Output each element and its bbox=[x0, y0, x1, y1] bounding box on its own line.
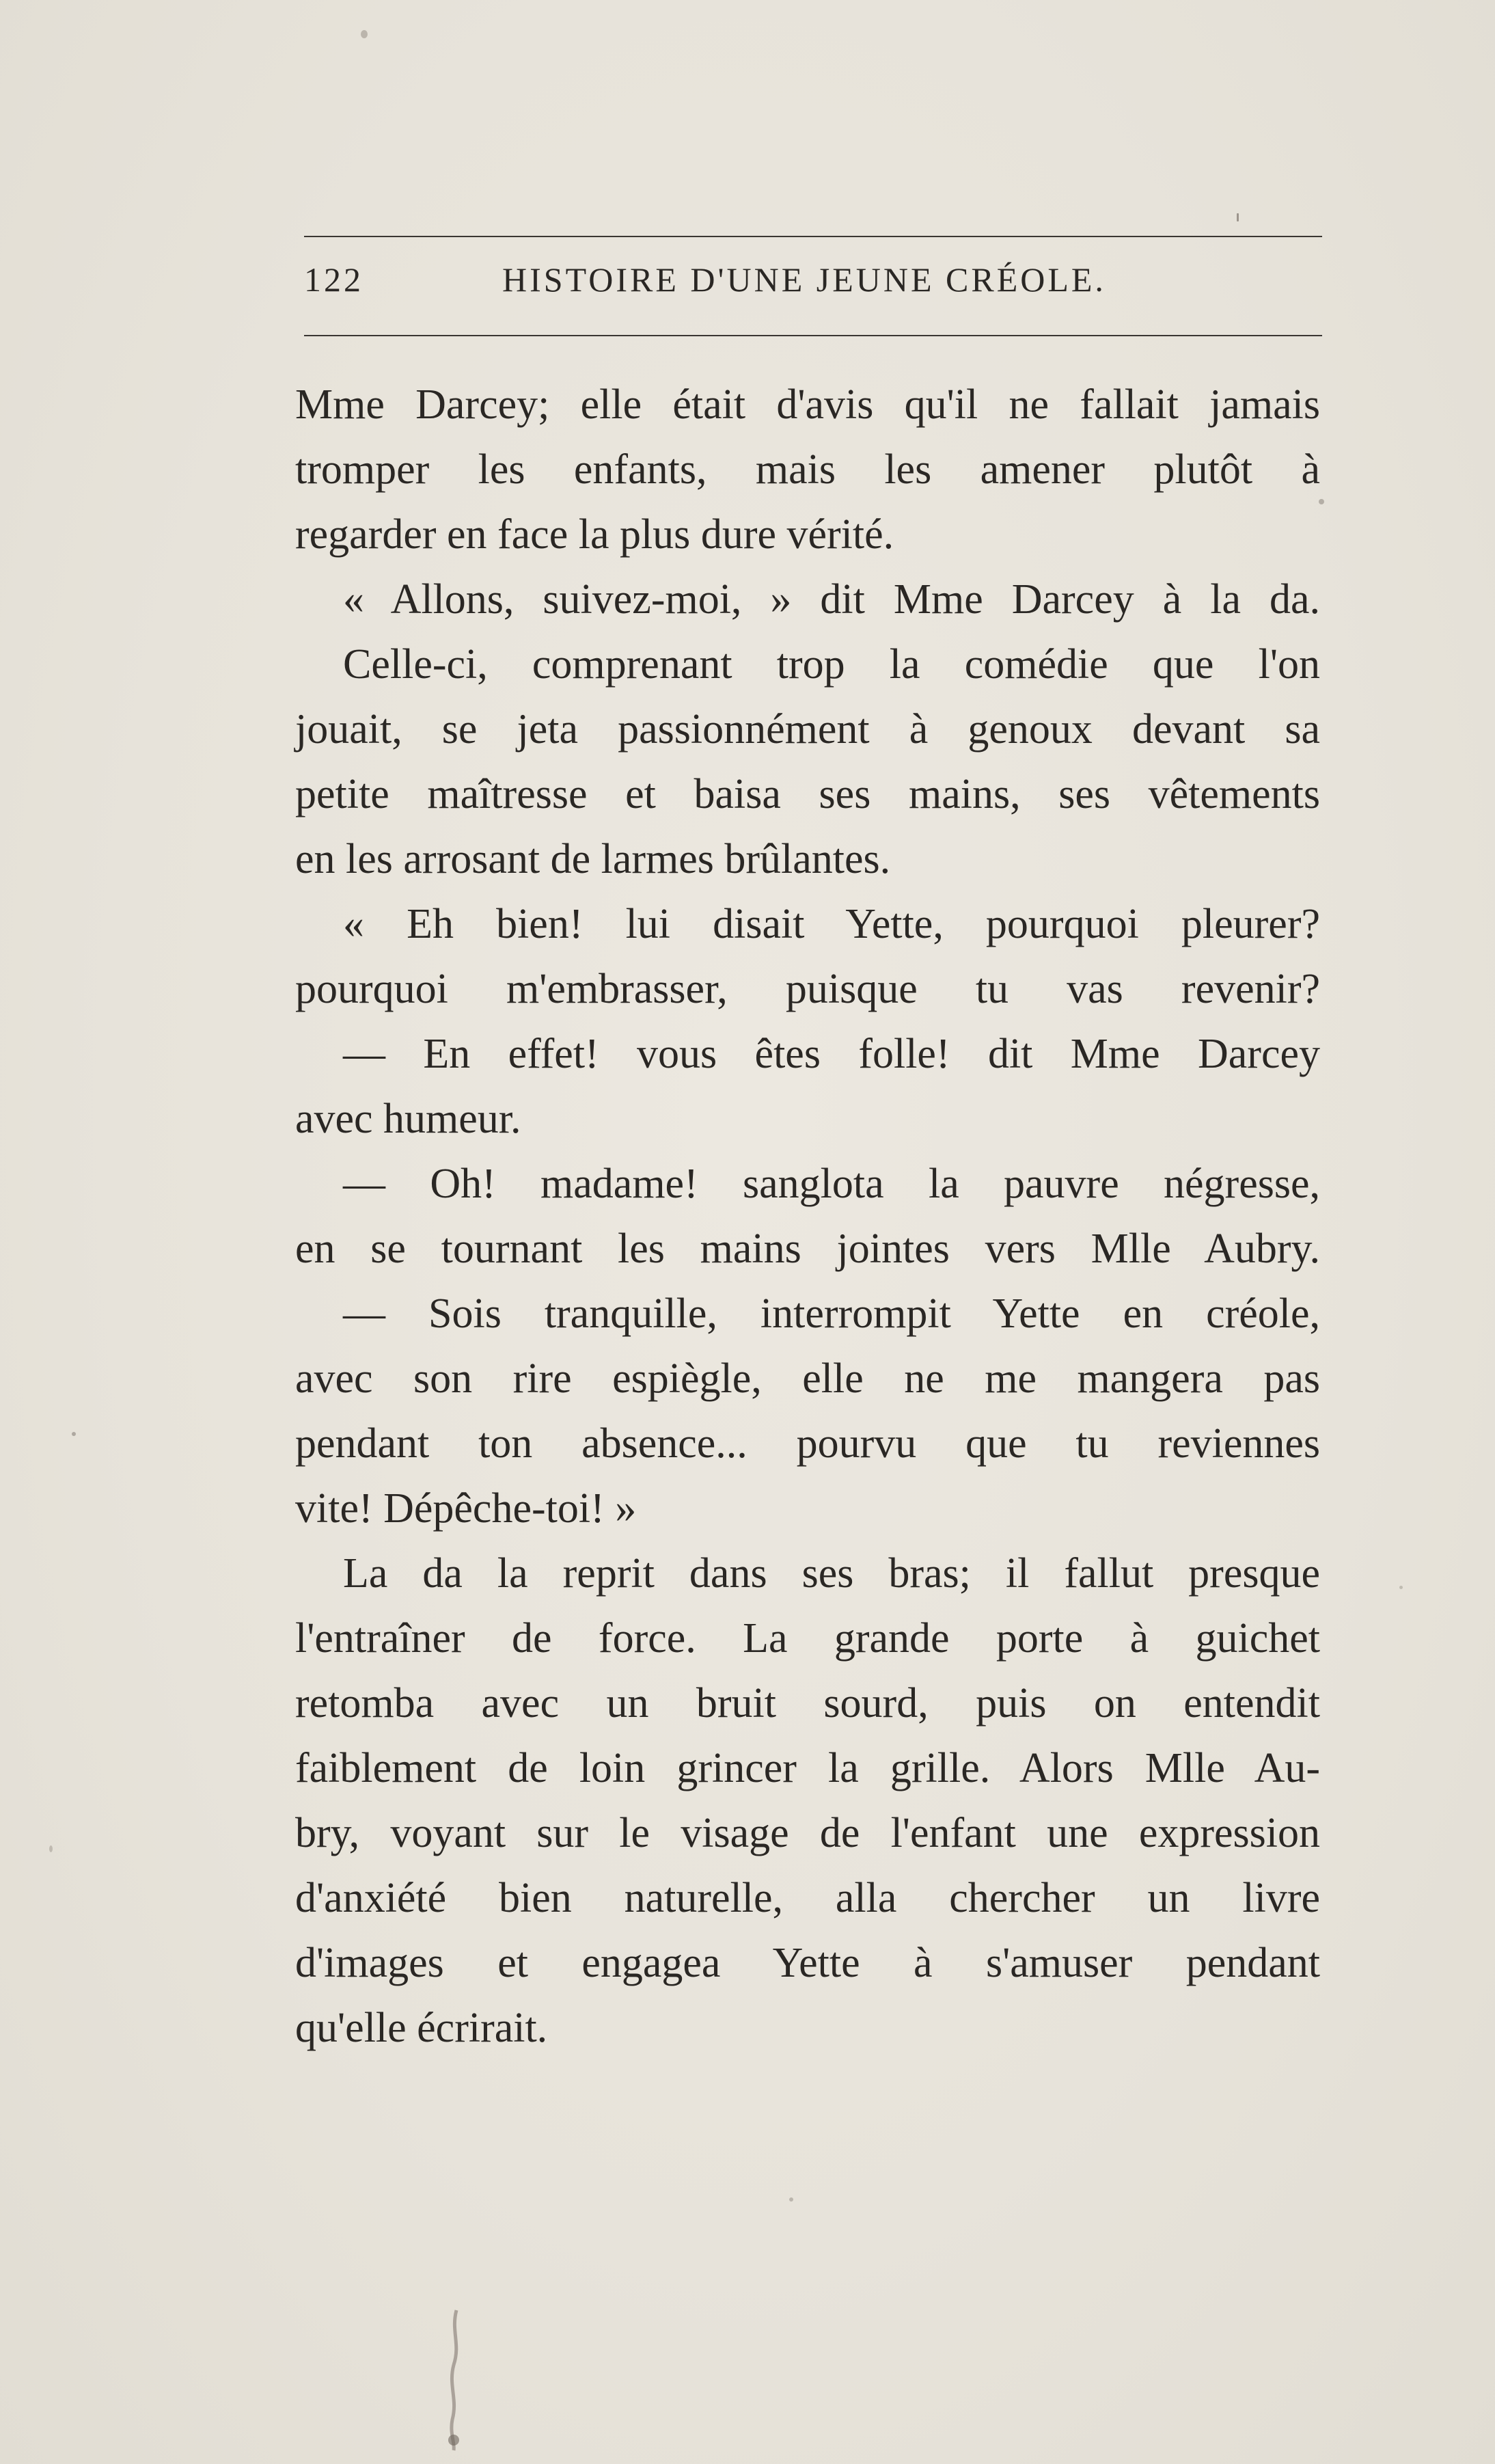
text-line: avec humeur. bbox=[295, 1096, 521, 1142]
text-line: La da la reprit dans ses bras; il fallut presque bbox=[343, 1550, 1320, 1597]
paper-speck bbox=[1237, 213, 1239, 221]
text-line: tromper les enfants, mais les amener plutôt à bbox=[295, 446, 1320, 493]
text-line: petite maîtresse et baisa ses mains, ses vêtements bbox=[295, 771, 1320, 817]
text-line: bry, voyant sur le visage de l'enfant une expression bbox=[295, 1810, 1320, 1856]
text-line: vite! Dépêche-toi! » bbox=[295, 1485, 637, 1532]
body-text bbox=[295, 373, 1320, 2061]
text-line: qu'elle écrirait. bbox=[295, 2005, 548, 2051]
header-bottom-rule bbox=[304, 335, 1322, 336]
page-number: 122 bbox=[304, 260, 364, 299]
header-top-rule bbox=[304, 236, 1322, 237]
paper-speck bbox=[789, 2197, 793, 2202]
text-line: Celle-ci, comprenant trop la comédie que l'on bbox=[343, 641, 1320, 688]
text-line: Mme Darcey; elle était d'avis qu'il ne fallait jamais bbox=[295, 381, 1320, 428]
text-line: retomba avec un bruit sourd, puis on entendit bbox=[295, 1680, 1320, 1727]
paper-speck bbox=[1399, 1586, 1403, 1589]
text-line: en se tournant les mains jointes vers Mlle Aubry. bbox=[295, 1226, 1320, 1272]
running-header bbox=[304, 260, 1322, 308]
text-line: « Eh bien! lui disait Yette, pourquoi pleurer? bbox=[343, 901, 1320, 947]
text-line: faiblement de loin grincer la grille. Alors Mlle Au- bbox=[295, 1745, 1320, 1791]
text-line: pourquoi m'embrasser, puisque tu vas revenir? bbox=[295, 966, 1320, 1012]
text-line: « Allons, suivez-moi, » dit Mme Darcey à la da. bbox=[343, 576, 1320, 623]
text-line: d'images et engagea Yette à s'amuser pendant bbox=[295, 1940, 1320, 1986]
text-line: l'entraîner de force. La grande porte à guichet bbox=[295, 1615, 1320, 1662]
paper-speck bbox=[361, 30, 368, 38]
text-line: — Sois tranquille, interrompit Yette en créole, bbox=[343, 1290, 1320, 1337]
paper-speck bbox=[49, 1845, 53, 1852]
text-line: en les arrosant de larmes brûlantes. bbox=[295, 836, 891, 882]
text-line: regarder en face la plus dure vérité. bbox=[295, 511, 894, 558]
ink-smudge bbox=[437, 2303, 471, 2454]
text-line: avec son rire espiègle, elle ne me mangera pas bbox=[295, 1355, 1320, 1402]
text-line: pendant ton absence... pourvu que tu reviennes bbox=[295, 1420, 1320, 1467]
running-title: HISTOIRE D'UNE JEUNE CRÉOLE. bbox=[502, 260, 1106, 299]
text-line: d'anxiété bien naturelle, alla chercher un livre bbox=[295, 1875, 1320, 1921]
paper-speck bbox=[72, 1432, 76, 1436]
text-line: jouait, se jeta passionnément à genoux devant sa bbox=[295, 706, 1320, 753]
text-line: — En effet! vous êtes folle! dit Mme Darcey bbox=[343, 1031, 1320, 1077]
paper-speck bbox=[1319, 499, 1324, 504]
text-line: — Oh! madame! sanglota la pauvre négresse, bbox=[343, 1161, 1320, 1207]
